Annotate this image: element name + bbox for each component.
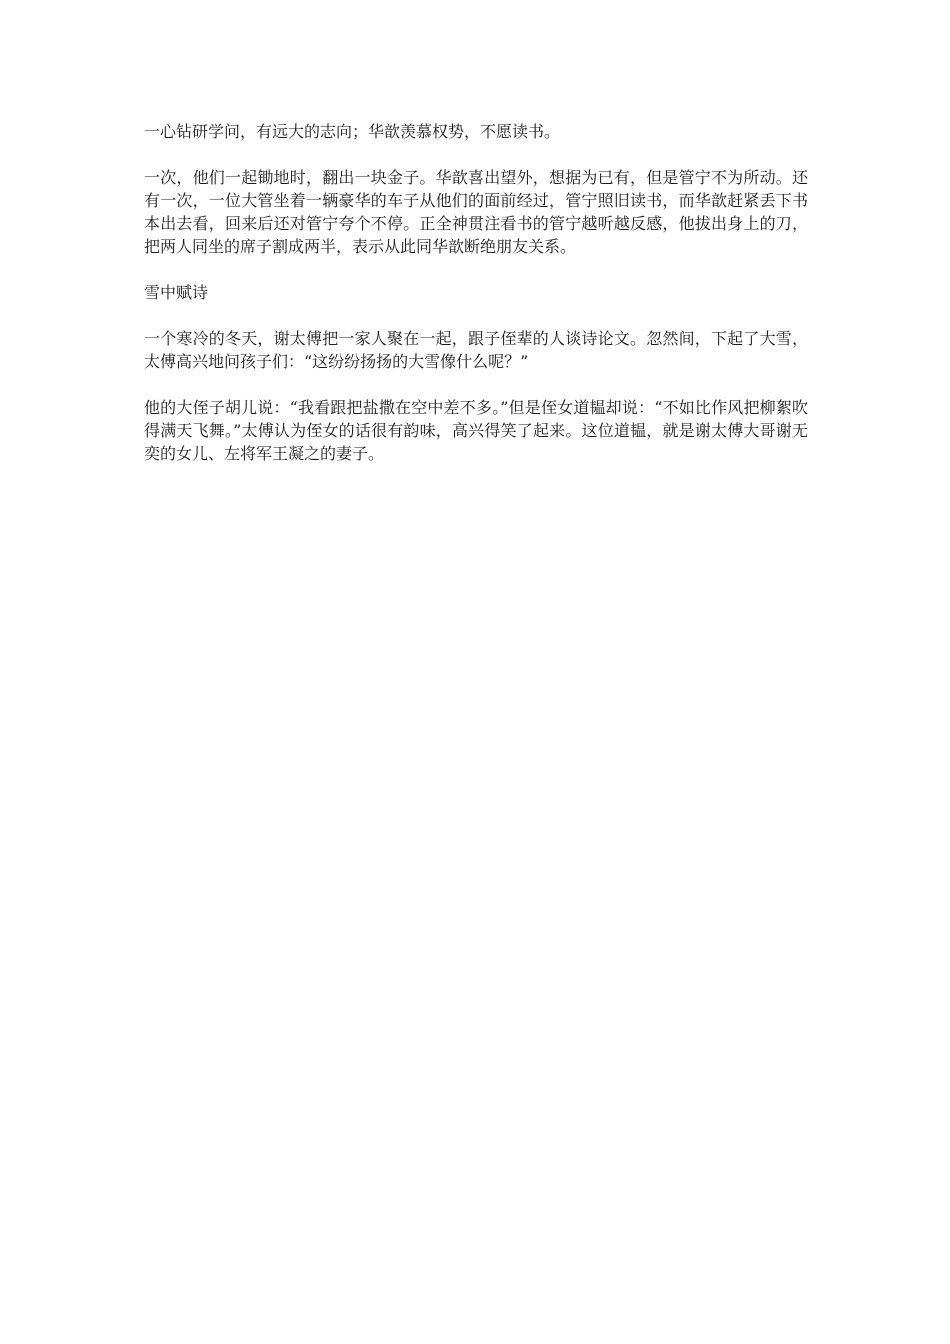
section-heading-snow-poem: 雪中赋诗 [144,283,209,302]
paragraph-gold-and-mat: 一次，他们一起锄地时，翻出一块金子。华歆喜出望外，想据为已有，但是管宁不为所动。还有一次，一位大管坐着一辆豪华的车子从他们的面前经过，管宁照旧读书，而华歆赶紧丢下书本出去看，回来后还对管宁夸个不停。正全神贯注看书的管宁越听越反感，他拔出身上的刀，把两人同坐的席子割成两半，表示从此同华歆断绝朋友关系。 [144,168,808,256]
document-body [144,120,808,488]
paragraph-daoyun-answer: 他的大侄子胡儿说：“我看跟把盐撒在空中差不多。”但是侄女道韫却说：“不如比作风把柳絮吹得满天飞舞。”太傅认为侄女的话很有韵味，高兴得笑了起来。这位道韫，就是谢太傅大哥谢无奕的女儿、左将军王凝之的妻子。 [144,398,808,463]
paragraph-snow-question: 一个寒冷的冬天，谢太傅把一家人聚在一起，跟子侄辈的人谈诗论文。忽然间，下起了大雪，太傅高兴地问孩子们：“这纷纷扬扬的大雪像什么呢？” [144,329,808,371]
paragraph-guanning-intro: 一心钻研学问，有远大的志向；华歆羡慕权势，不愿读书。 [144,122,561,141]
